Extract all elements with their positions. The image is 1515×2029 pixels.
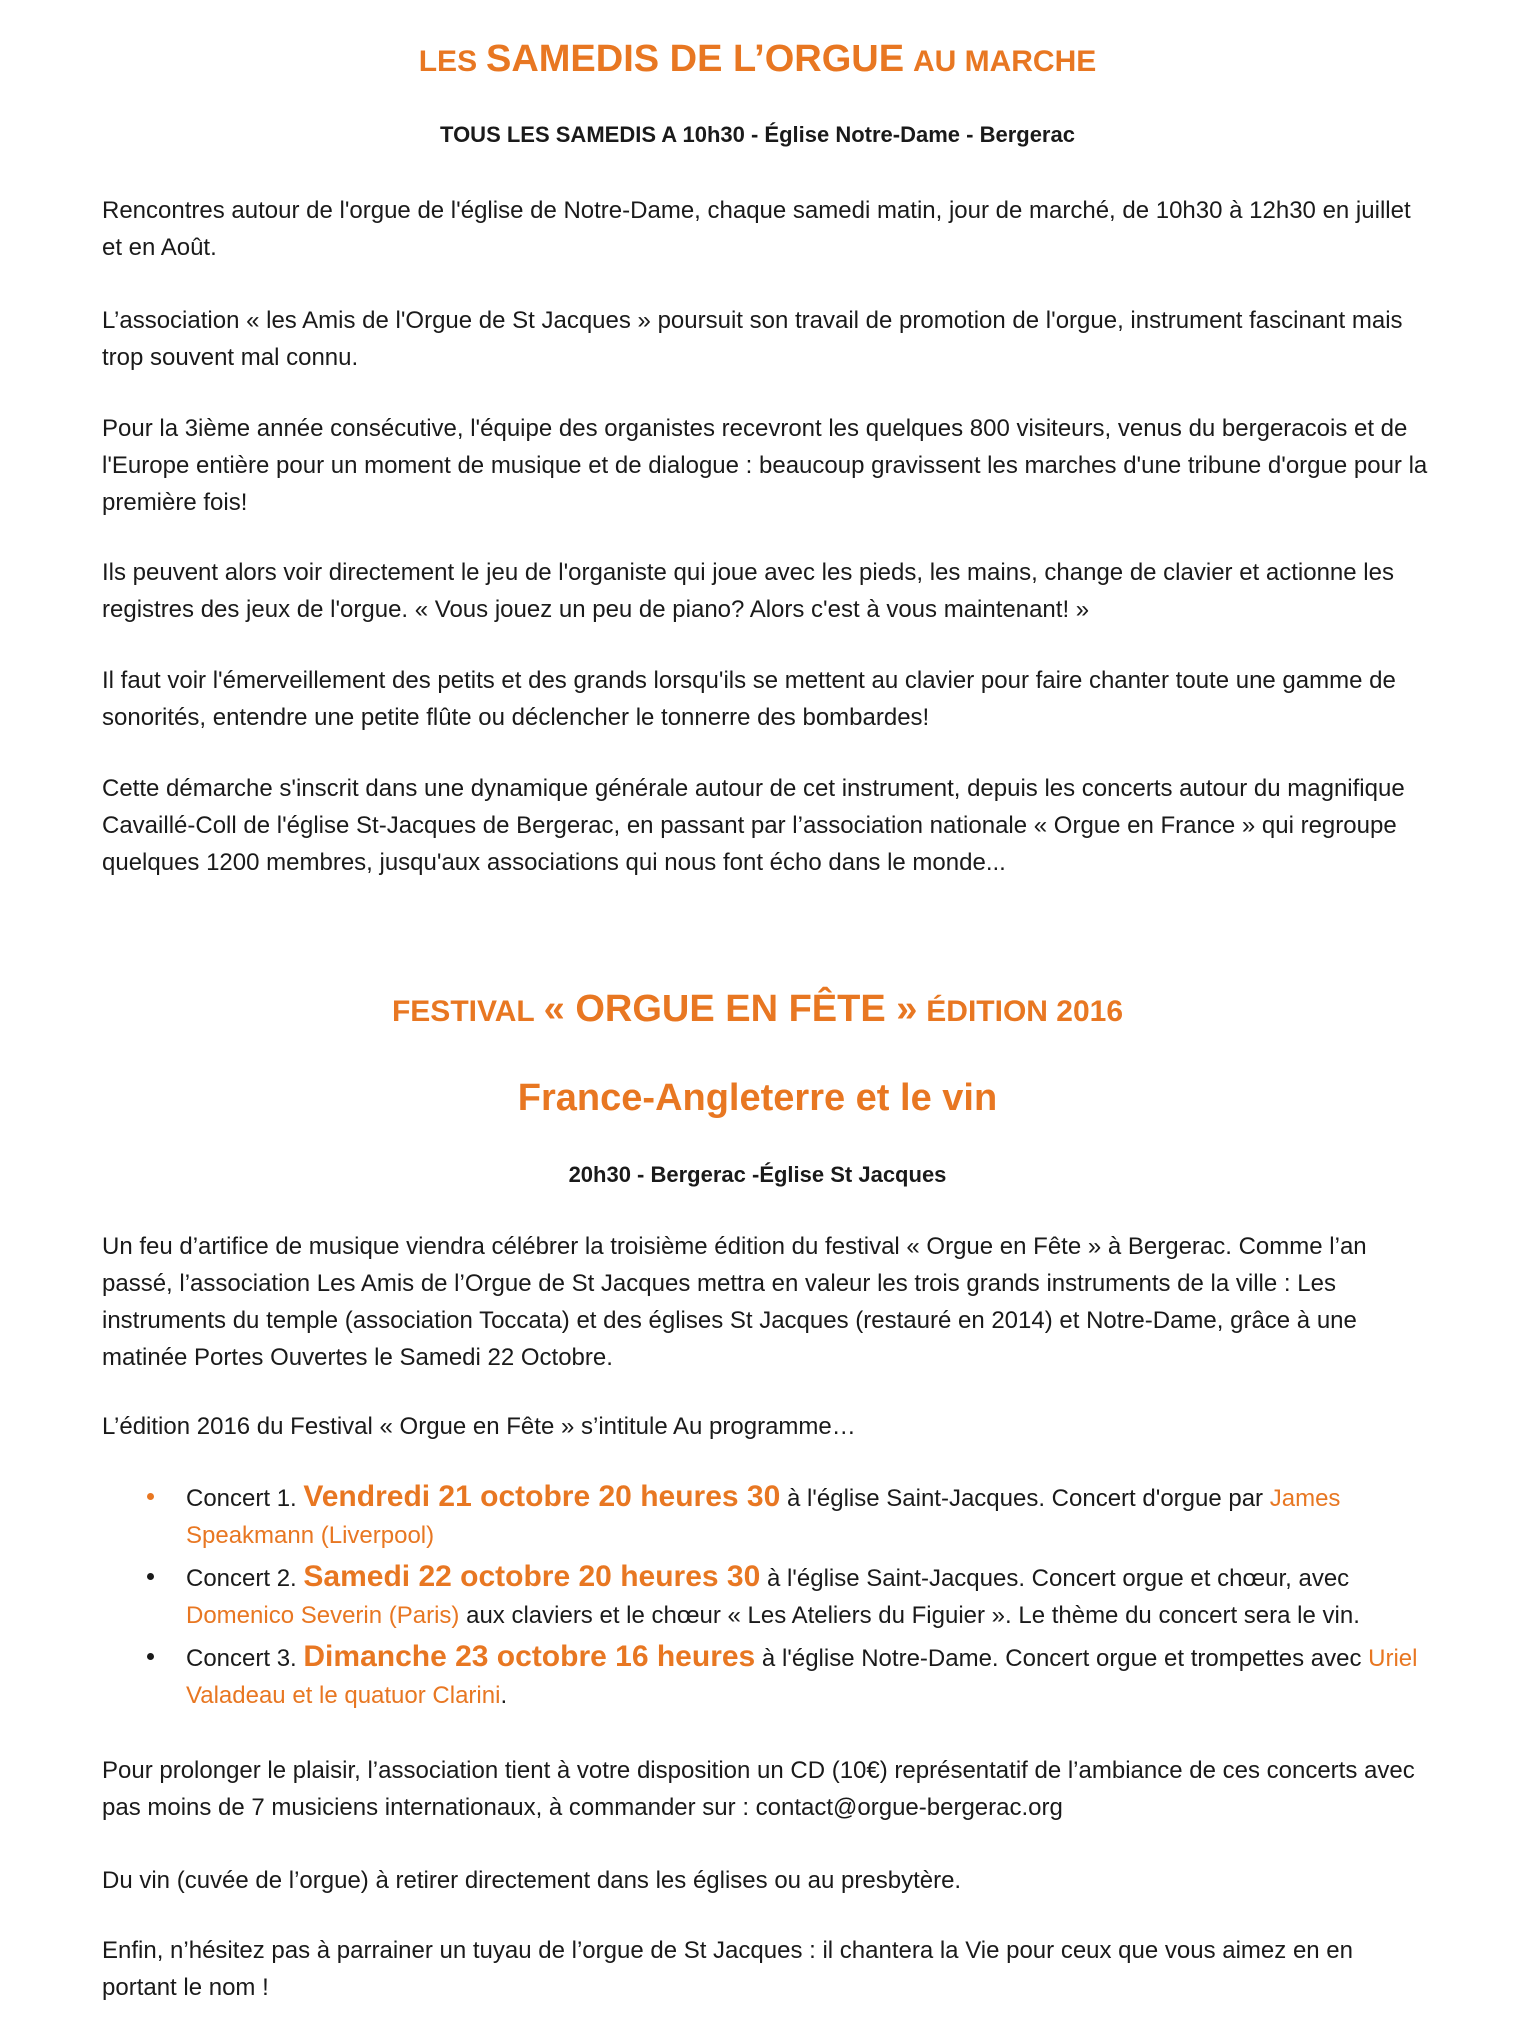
closing-paragraph-2: Du vin (cuvée de l’orgue) à retirer directement dans les églises ou au presbytère. [102,1867,962,1894]
concert-label: Concert 2. [186,1565,297,1592]
section1-paragraph-1: Rencontres autour de l'orgue de l'église de Notre-Dame, chaque samedi matin, jour de marché, de 10h30 à 12h30 en juillet et en Août. [102,197,1411,261]
closing-paragraph-3: Enfin, n’hésitez pas à parrainer un tuyau de l’orgue de St Jacques : il chantera la Vie pour ceux que vous aimez en en portant le nom ! [102,1937,1353,2001]
concert-text: à l'église Saint-Jacques. Concert d'orgue par [786,1485,1264,1512]
concert-list [102,1478,1432,1718]
section1-subtitle: TOUS LES SAMEDIS A 10h30 - Église Notre-Dame - Bergerac [440,122,1075,147]
section1-title-suffix: AU MARCHE [912,45,1097,78]
section1-paragraph-3: Pour la 3ième année consécutive, l'équipe des organistes recevront les quelques 800 visiteurs, venus du bergeracois et de l'Europe entière pour un moment de musique et de dialogue : beaucoup gravissent les marches d'une tribune d'orgue pour la première fois! [102,415,1428,516]
concert-artist: Domenico Severin (Paris) [186,1602,460,1629]
section1-paragraph-5: Il faut voir l'émerveillement des petits et des grands lorsqu'ils se mettent au clavier pour faire chanter toute une gamme de sonorités, entendre une petite flûte ou déclencher le tonnerre des bombardes! [102,667,1396,731]
concert-tail: aux claviers et le chœur « Les Ateliers du Figuier ». Le thème du concert sera le vin. [466,1602,1360,1629]
section2-title-suffix: ÉDITION 2016 [926,995,1124,1028]
concert-label: Concert 3. [186,1645,297,1672]
concert-tail: . [500,1682,508,1709]
concert-text: à l'église Saint-Jacques. Concert orgue et chœur, avec [766,1565,1350,1592]
section2-title [0,988,1515,1031]
section1-title-main: SAMEDIS DE L’ORGUE [485,38,905,80]
section1-paragraph-2: L’association « les Amis de l'Orgue de St Jacques » poursuit son travail de promotion de l'orgue, instrument fascinant mais trop souvent mal connu. [102,307,1403,371]
list-item [102,1638,1432,1714]
list-item [102,1558,1432,1634]
section2-intro: Un feu d’artifice de musique viendra célébrer la troisième édition du festival « Orgue en Fête » à Bergerac. Comme l’an passé, l’association Les Amis de l’Orgue de St Jacques mettra en valeur les trois grands instruments de la ville : Les instruments du temple (association Toccata) et des églises St Jacques (restauré en 2014) et Notre-Dame, grâce à une matinée Portes Ouvertes le Samedi 22 Octobre. [102,1233,1367,1371]
section1-title-prefix: LES [418,45,478,78]
list-item [102,1478,1432,1554]
section2-title-main: « ORGUE EN FÊTE » [543,988,918,1030]
bullet-icon [147,1653,154,1660]
concert-artist: Uriel Valadeau et le quatuor Clarini [186,1645,1418,1709]
bullet-icon [147,1493,154,1500]
section2-title-prefix: FESTIVAL [391,995,535,1028]
section2-heading: France-Angleterre et le vin [517,1077,998,1119]
section1-title [0,38,1515,81]
closing-paragraph-1: Pour prolonger le plaisir, l’association tient à votre disposition un CD (10€) représentatif de l’ambiance de ces concerts avec pas moins de 7 musiciens internationaux, à commander sur : contact@orgue-bergerac.org [102,1757,1415,1821]
concert-label: Concert 1. [186,1485,297,1512]
program-intro: L’édition 2016 du Festival « Orgue en Fête » s’intitule Au programme… [102,1413,856,1440]
concert-date: Vendredi 21 octobre 20 heures 30 [303,1480,781,1513]
concert-date: Dimanche 23 octobre 16 heures [303,1640,756,1673]
section2-subtitle: 20h30 - Bergerac -Église St Jacques [568,1162,947,1187]
section1-paragraph-4: Ils peuvent alors voir directement le jeu de l'organiste qui joue avec les pieds, les mains, change de clavier et actionne les registres des jeux de l'orgue. « Vous jouez un peu de piano? Alors c'est à vous maintenant! » [102,559,1394,623]
concert-date: Samedi 22 octobre 20 heures 30 [303,1560,761,1593]
section1-paragraph-6: Cette démarche s'inscrit dans une dynamique générale autour de cet instrument, depuis les concerts autour du magnifique Cavaillé-Coll de l'église St-Jacques de Bergerac, en passant par l’association nationale « Orgue en France » qui regroupe quelques 1200 membres, jusqu'aux associations qui nous font écho dans le monde... [102,775,1405,876]
concert-text: à l'église Notre-Dame. Concert orgue et trompettes avec [761,1645,1362,1672]
bullet-icon [147,1573,154,1580]
concert-artist: James Speakmann (Liverpool) [186,1485,1341,1549]
